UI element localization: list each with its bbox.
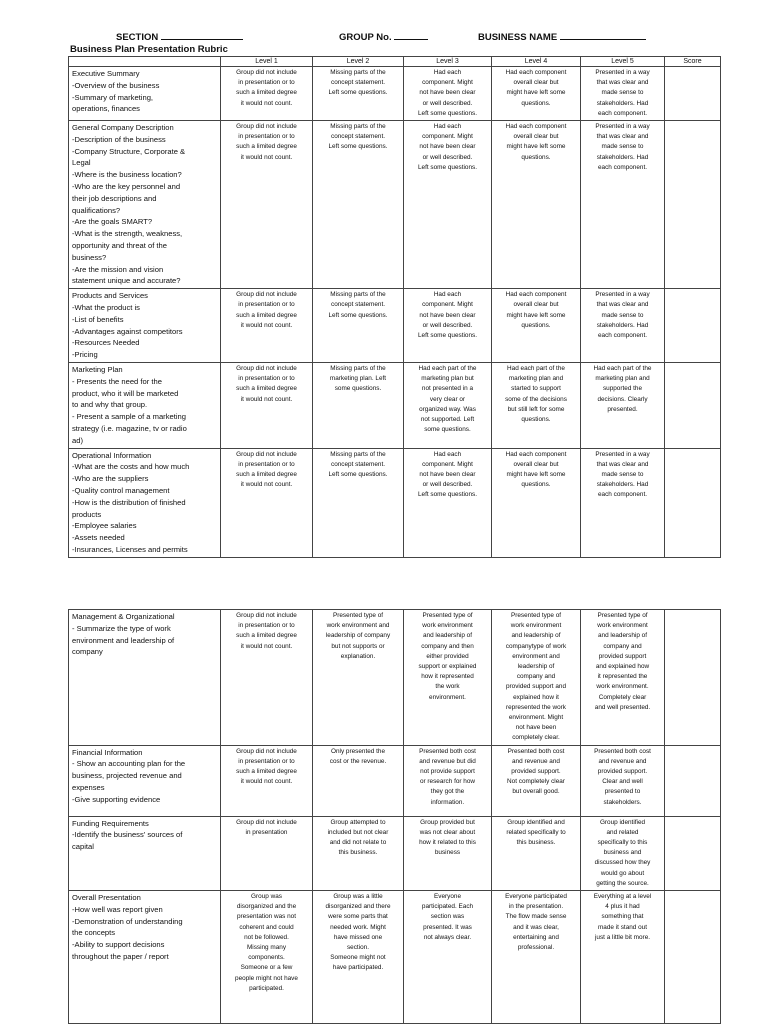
criteria-title: Funding Requirements <box>72 818 149 828</box>
level-5-text: Presented in a way that was clear and made sense to stakeholders. Had each component. <box>595 450 650 499</box>
criteria-item: -What the product is <box>72 302 140 312</box>
level-5-header: Level 5 <box>581 57 665 67</box>
level-2-description <box>313 67 404 121</box>
level-2-header: Level 2 <box>313 57 404 67</box>
level-5-description <box>581 816 665 890</box>
rubric-row-general-company-description <box>69 121 721 289</box>
level-3-description <box>404 67 492 121</box>
level-5-text: Presented in a way that was clear and made sense to stakeholders. Had each component. <box>595 123 650 171</box>
level-3-description <box>404 121 492 289</box>
level-3-description <box>404 448 492 557</box>
level-5-text: Group identified and related specifically to this business and discussed how they would go about getting the source. <box>594 818 651 887</box>
rubric-table-part-2 <box>68 609 721 1024</box>
rubric-row-marketing-plan <box>69 362 721 448</box>
level-3-text: Had each part of the marketing plan but not presented in a very clear or organized way. Was not supported. Left some questions. <box>418 364 477 434</box>
level-5-description <box>581 289 665 363</box>
criteria-item: - Summarize the type of work environment and leadership of company <box>72 623 175 657</box>
level-4-description <box>492 745 581 816</box>
rubric-title: Business Plan Presentation Rubric <box>70 44 228 55</box>
section-field[interactable] <box>116 31 243 43</box>
criteria-item: -Demonstration of understanding the concepts <box>72 916 183 938</box>
criteria-cell <box>69 745 221 816</box>
score-cell[interactable] <box>665 891 721 1024</box>
rubric-row-executive-summary <box>69 67 721 121</box>
level-4-text: Presented both cost and revenue and provided support. Not completely clear but overall good. <box>507 747 565 796</box>
criteria-header <box>69 57 221 67</box>
level-2-text: Missing parts of the concept statement. Left some questions. <box>328 450 388 478</box>
criteria-item: -Advantages against competitors <box>72 326 183 336</box>
criteria-title: Marketing Plan <box>72 364 123 374</box>
score-cell[interactable] <box>665 289 721 363</box>
level-2-description <box>313 448 404 557</box>
level-1-description <box>221 289 313 363</box>
criteria-cell <box>69 610 221 746</box>
score-cell[interactable] <box>665 362 721 448</box>
level-2-description <box>313 745 404 816</box>
level-5-text: Had each part of the marketing plan and supported the decisions. Clearly presented. <box>593 364 652 413</box>
level-2-text: Group was a little disorganized and there were some parts that needed work. Might have missed one section. Someone might not have participated. <box>325 893 391 972</box>
level-5-description <box>581 745 665 816</box>
criteria-item: -Ability to support decisions throughout the paper / report <box>72 940 169 962</box>
level-1-text: Group did not include in presentation or to such a limited degree it would not count. <box>236 450 297 489</box>
score-cell[interactable] <box>665 121 721 289</box>
level-1-text: Group did not include in presentation <box>236 818 297 836</box>
group-number-blank[interactable] <box>394 31 428 40</box>
criteria-item: -Are the mission and vision statement unique and accurate? <box>72 264 181 286</box>
business-name-field[interactable] <box>478 31 646 43</box>
criteria-title: Products and Services <box>72 291 148 301</box>
header-row <box>69 57 721 67</box>
level-5-description <box>581 121 665 289</box>
criteria-item: -Overview of the business <box>72 80 160 90</box>
rubric-row-products-and-services <box>69 289 721 363</box>
level-5-description <box>581 610 665 746</box>
level-1-text: Group did not include in presentation or to such a limited degree it would not count. <box>236 612 297 650</box>
level-3-text: Group provided but was not clear about how it related to this business <box>419 818 476 857</box>
level-4-text: Had each component overall clear but might have left some questions. <box>505 69 567 107</box>
level-1-text: Group did not include in presentation or to such a limited degree it would not count. <box>236 747 297 786</box>
level-1-description <box>221 816 313 890</box>
level-4-description <box>492 362 581 448</box>
criteria-title: Executive Summary <box>72 69 140 78</box>
level-2-text: Only presented the cost or the revenue. <box>329 747 387 765</box>
level-3-text: Had each component. Might not have been clear or well described. Left some questions. <box>418 69 477 117</box>
level-1-text: Group did not include in presentation or to such a limited degree it would not count. <box>236 69 297 107</box>
criteria-item: -Who are the key personnel and their job descriptions and qualifications? <box>72 182 181 215</box>
level-4-text: Presented type of work environment and leadership of companytype of work environment and leadership of company and provided support and explained how it represented the work environment. Might not have been completely clear. <box>505 612 567 742</box>
level-1-description <box>221 121 313 289</box>
criteria-title: Overall Presentation <box>72 893 141 903</box>
score-cell[interactable] <box>665 816 721 890</box>
level-2-text: Group attempted to included but not clear and did not relate to this business. <box>327 818 389 857</box>
level-3-description <box>404 891 492 1024</box>
level-1-description <box>221 891 313 1024</box>
level-1-description <box>221 67 313 121</box>
level-4-description <box>492 289 581 363</box>
criteria-item: -Where is the business location? <box>72 170 182 180</box>
level-3-description <box>404 745 492 816</box>
rubric-row-operational-information <box>69 448 721 557</box>
business-name-label: BUSINESS NAME <box>478 32 558 43</box>
criteria-item: -Summary of marketing, operations, finances <box>72 92 154 114</box>
level-1-text: Group did not include in presentation or to such a limited degree it would not count. <box>236 123 297 161</box>
criteria-item: -Quality control management <box>72 485 170 495</box>
criteria-item: -Employee salaries <box>72 521 137 531</box>
criteria-item: -Identify the business' sources of capital <box>72 830 183 852</box>
criteria-title: Financial Information <box>72 747 143 757</box>
level-3-text: Had each component. Might not have been clear or well described. Left some questions. <box>418 123 477 171</box>
level-4-description <box>492 448 581 557</box>
level-2-text: Missing parts of the concept statement. Left some questions. <box>328 291 388 319</box>
level-4-text: Everyone participated in the presentation. The flow made sense and it was clear, entertaining and professional. <box>505 893 567 952</box>
level-2-description <box>313 289 404 363</box>
level-2-description <box>313 362 404 448</box>
criteria-item: -Are the goals SMART? <box>72 217 153 227</box>
level-3-description <box>404 362 492 448</box>
level-4-description <box>492 610 581 746</box>
level-1-text: Group did not include in presentation or to such a limited degree it would not count. <box>236 364 297 403</box>
level-3-description <box>404 289 492 363</box>
level-2-description <box>313 816 404 890</box>
criteria-cell <box>69 448 221 557</box>
criteria-item: -Who are the suppliers <box>72 474 149 484</box>
level-2-description <box>313 121 404 289</box>
group-number-field[interactable] <box>339 31 428 43</box>
criteria-item: -What is the strength, weakness, opportunity and threat of the business? <box>72 229 183 262</box>
level-1-description <box>221 448 313 557</box>
level-5-description <box>581 67 665 121</box>
score-header: Score <box>665 57 721 67</box>
group-label: GROUP No. <box>339 32 392 43</box>
score-cell[interactable] <box>665 448 721 557</box>
level-2-text: Missing parts of the concept statement. Left some questions. <box>328 69 388 97</box>
level-1-description <box>221 745 313 816</box>
criteria-item: - Present a sample of a marketing strategy (i.e. magazine, tv or radio ad) <box>72 412 187 445</box>
level-3-text: Presented type of work environment and leadership of company and then either provided support or explained how it represented the work environment. <box>418 612 477 701</box>
level-1-description <box>221 362 313 448</box>
level-3-text: Had each component. Might not have been clear or well described. Left some questions. <box>418 450 477 499</box>
level-4-text: Had each part of the marketing plan and started to support some of the decisions but still left for some questions. <box>505 364 567 423</box>
level-5-text: Presented type of work environment and leadership of company and provided support and explained how it represented the work environment. Completely clear and well presented. <box>594 612 651 711</box>
criteria-item: - Presents the need for the product, who it will be marketed to and why that group. <box>72 376 179 410</box>
section-blank[interactable] <box>161 31 243 40</box>
criteria-title: General Company Description <box>72 123 174 133</box>
criteria-cell <box>69 67 221 121</box>
criteria-cell <box>69 362 221 448</box>
criteria-item: -Description of the business <box>72 134 166 144</box>
level-4-description <box>492 67 581 121</box>
level-4-text: Had each component overall clear but might have left some questions. <box>505 450 567 489</box>
level-3-header: Level 3 <box>404 57 492 67</box>
rubric-row-financial-information <box>69 745 721 816</box>
level-1-header: Level 1 <box>221 57 313 67</box>
level-1-text: Group was disorganized and the presentation was not coherent and could not be followed. Missing many components. Someone or a few people might not have participated. <box>235 893 298 992</box>
level-3-description <box>404 816 492 890</box>
rubric-row-funding-requirements <box>69 816 721 890</box>
level-2-text: Presented type of work environment and leadership of company but not supports or explanation. <box>325 612 391 660</box>
criteria-title: Management & Organizational <box>72 612 175 621</box>
level-4-text: Group identified and related specifically to this business. <box>506 818 566 847</box>
rubric-body-part-1 <box>69 67 721 558</box>
criteria-item: -What are the costs and how much <box>72 462 190 472</box>
level-4-text: Had each component overall clear but might have left some questions. <box>505 123 567 161</box>
criteria-item: -Resources Needed <box>72 338 140 348</box>
score-cell[interactable] <box>665 745 721 816</box>
criteria-item: -Insurances, Licenses and permits <box>72 544 188 554</box>
criteria-item: -How well was report given <box>72 904 163 914</box>
rubric-row-management-organizational <box>69 610 721 746</box>
level-3-text: Everyone participated. Each section was presented. It was not always clear. <box>421 893 474 941</box>
level-3-text: Had each component. Might not have been clear or well described. Left some questions. <box>418 291 477 339</box>
level-4-description <box>492 891 581 1024</box>
level-4-text: Had each component overall clear but might have left some questions. <box>505 291 567 329</box>
level-1-description <box>221 610 313 746</box>
rubric-row-overall-presentation <box>69 891 721 1024</box>
level-5-description <box>581 448 665 557</box>
criteria-item: -List of benefits <box>72 314 124 324</box>
level-5-description <box>581 891 665 1024</box>
level-4-header: Level 4 <box>492 57 581 67</box>
score-cell[interactable] <box>665 610 721 746</box>
level-2-text: Missing parts of the concept statement. Left some questions. <box>328 123 388 151</box>
level-4-description <box>492 816 581 890</box>
criteria-cell <box>69 289 221 363</box>
level-5-text: Presented in a way that was clear and made sense to stakeholders. Had each component. <box>595 69 650 117</box>
criteria-item: -Company Structure, Corporate & Legal <box>72 146 186 168</box>
criteria-title: Operational Information <box>72 450 152 460</box>
level-3-description <box>404 610 492 746</box>
criteria-cell <box>69 816 221 890</box>
criteria-cell <box>69 891 221 1024</box>
section-label: SECTION <box>116 32 159 43</box>
criteria-item: - Show an accounting plan for the business, projected revenue and expenses <box>72 759 186 793</box>
rubric-table-part-1 <box>68 56 721 558</box>
business-name-blank[interactable] <box>560 31 646 40</box>
level-1-text: Group did not include in presentation or to such a limited degree it would not count. <box>236 291 297 329</box>
level-5-text: Everything at a level 4 plus it had something that made it stand out just a little bit more. <box>593 893 652 941</box>
level-2-description <box>313 610 404 746</box>
criteria-cell <box>69 121 221 289</box>
criteria-item: -Pricing <box>72 350 98 360</box>
level-2-description <box>313 891 404 1024</box>
level-4-description <box>492 121 581 289</box>
level-5-text: Presented both cost and revenue and provided support. Clear and well presented to stakeholders. <box>594 747 651 806</box>
level-2-text: Missing parts of the marketing plan. Left some questions. <box>329 364 387 393</box>
score-cell[interactable] <box>665 67 721 121</box>
level-5-description <box>581 362 665 448</box>
rubric-body-part-2 <box>69 610 721 1024</box>
level-3-text: Presented both cost and revenue but did not provide support or research for how they got the information. <box>419 747 476 806</box>
level-5-text: Presented in a way that was clear and made sense to stakeholders. Had each component. <box>595 291 650 339</box>
criteria-item: -How is the distribution of finished products <box>72 497 186 519</box>
criteria-item: -Give supporting evidence <box>72 794 161 804</box>
criteria-item: -Assets needed <box>72 533 125 543</box>
